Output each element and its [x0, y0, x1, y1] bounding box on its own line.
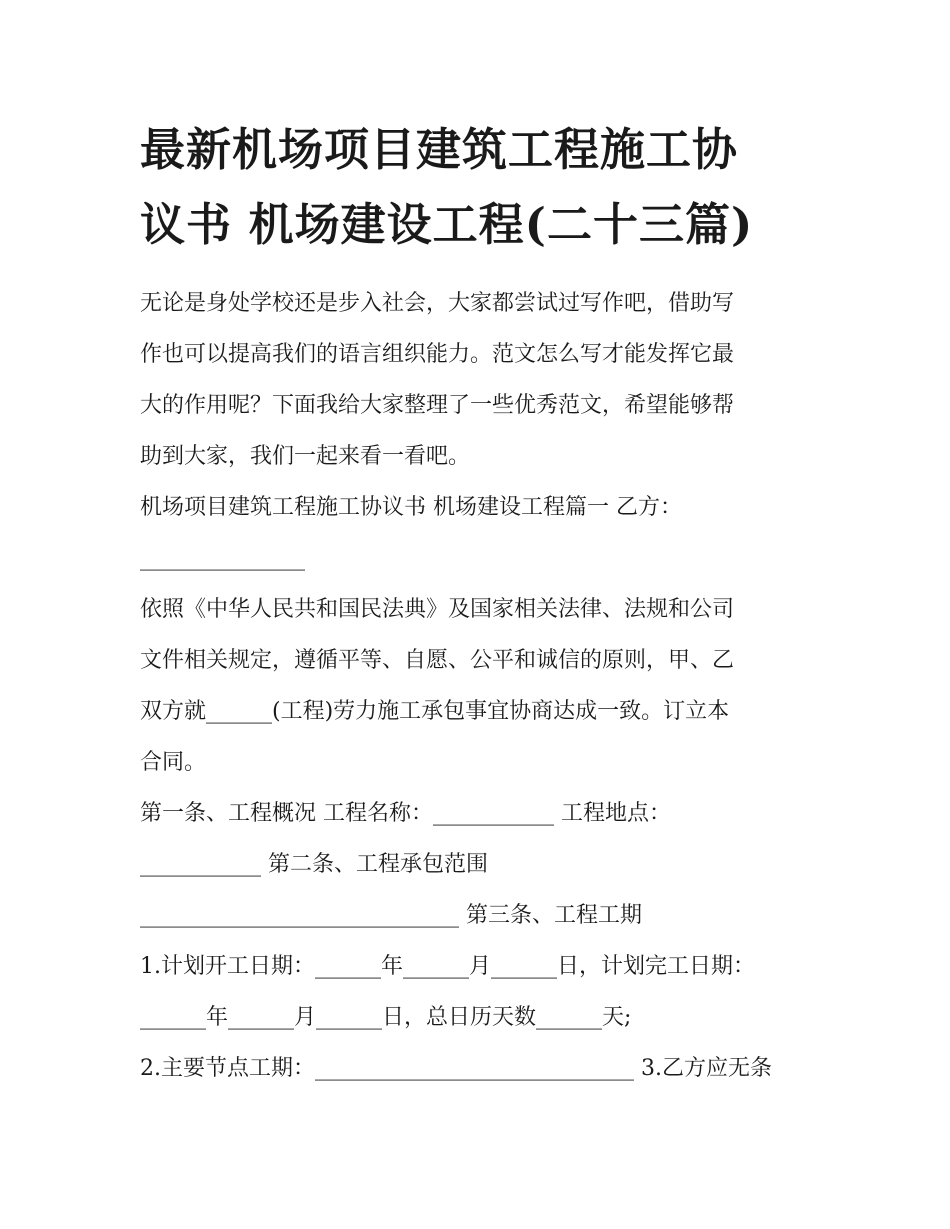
title-line-1: 最新机场项目建筑工程施工协: [140, 123, 739, 176]
clause-line: 2.主要节点工期：_____________________________ 3.乙方应无条: [140, 1056, 772, 1081]
body-line: 依照《中华人民共和国民法典》及国家相关法律、法规和公司: [140, 597, 735, 622]
section-heading-line: 机场项目建筑工程施工协议书 机场建设工程篇一 乙方：: [140, 495, 682, 520]
clause-line: ___________ 第二条、工程承包范围: [140, 852, 488, 877]
document-body: [140, 278, 830, 1094]
body-line: 大的作用呢？下面我给大家整理了一些优秀范文，希望能够帮: [140, 393, 735, 418]
document-title: [140, 112, 830, 262]
title-line-2: 议书 机场建设工程(二十三篇): [140, 198, 754, 251]
clause-line: 第一条、工程概况 工程名称：___________ 工程地点：: [140, 801, 671, 826]
body-line: 双方就______(工程)劳力施工承包事宜协商达成一致。订立本: [140, 699, 730, 724]
clause-line: _____________________________ 第三条、工程工期: [140, 903, 642, 928]
body-line: 合同。: [140, 750, 207, 775]
body-line: 文件相关规定，遵循平等、自愿、公平和诚信的原则，甲、乙: [140, 648, 735, 673]
body-line: 无论是身处学校还是步入社会，大家都尝试过写作吧，借助写: [140, 291, 735, 316]
blank-fill-line: _______________: [140, 546, 305, 571]
clause-line: ______年______月______日，总日历天数______天;: [140, 1005, 632, 1030]
body-line: 助到大家，我们一起来看一看吧。: [140, 444, 471, 469]
clause-line: 1.计划开工日期：______年______月______日，计划完工日期：: [140, 954, 755, 979]
body-line: 作也可以提高我们的语言组织能力。范文怎么写才能发挥它最: [140, 342, 735, 367]
